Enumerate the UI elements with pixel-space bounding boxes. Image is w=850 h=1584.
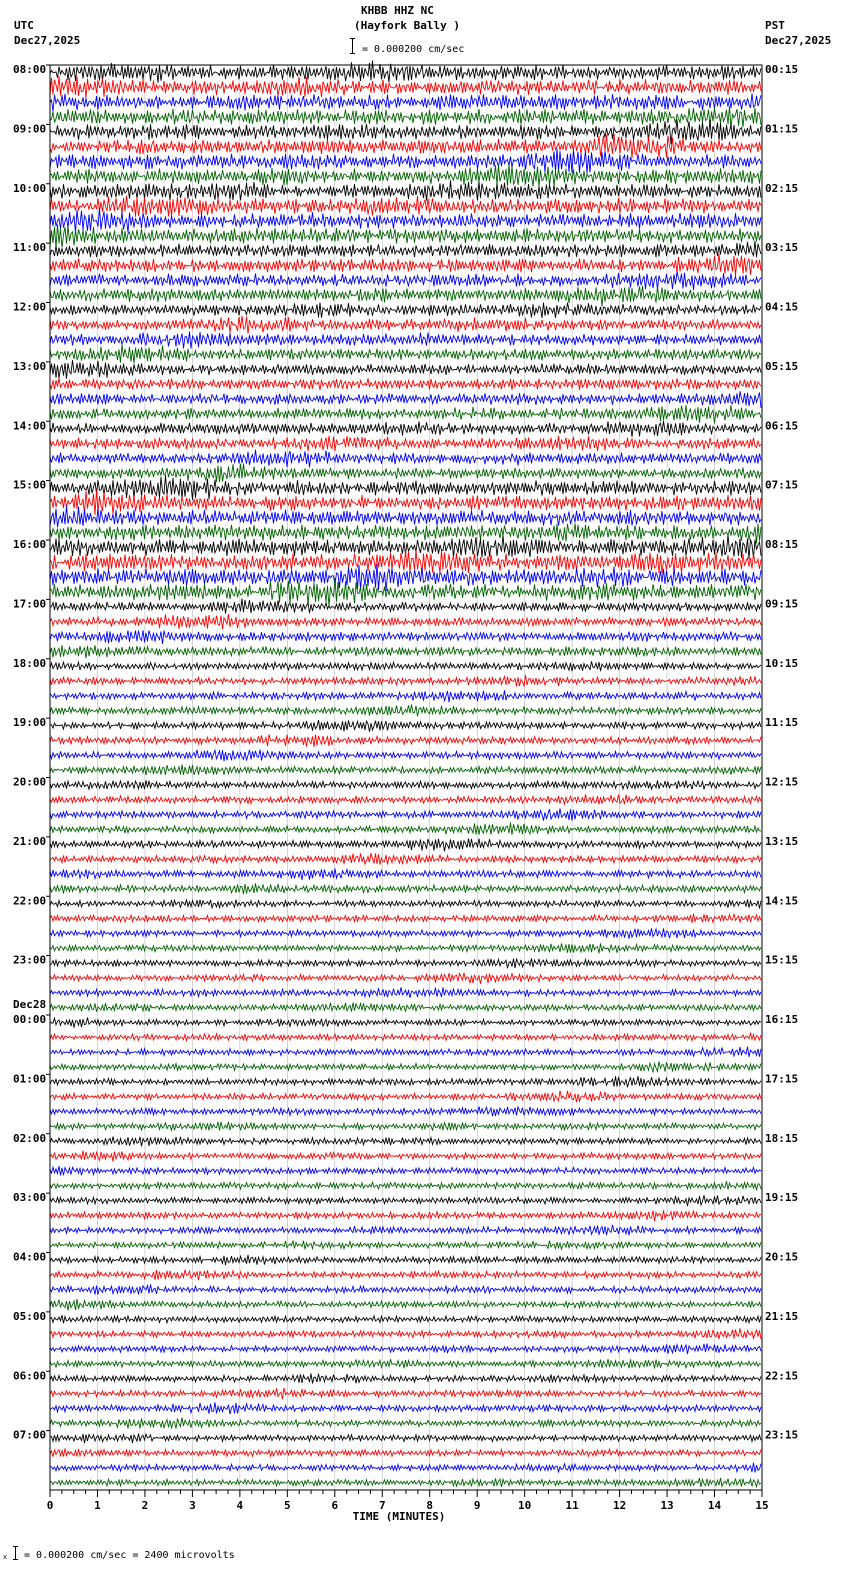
seismic-trace — [50, 1091, 761, 1103]
seismic-trace — [50, 1359, 761, 1368]
seismic-trace — [50, 224, 761, 248]
right-timezone: PST — [765, 19, 785, 32]
seismic-trace — [50, 1463, 761, 1473]
seismic-trace — [50, 1284, 761, 1294]
seismic-trace — [50, 405, 761, 423]
x-tick-label: 9 — [473, 1499, 481, 1512]
seismic-trace — [50, 1270, 761, 1281]
seismic-trace — [50, 928, 761, 938]
seismic-trace — [50, 795, 761, 805]
footer-scale-icon: x — [3, 1546, 19, 1562]
x-tick-label: 3 — [189, 1499, 196, 1512]
seismic-trace — [50, 1449, 761, 1457]
seismic-trace — [50, 868, 761, 880]
seismic-trace — [50, 1388, 761, 1400]
seismic-trace — [50, 1166, 761, 1175]
seismic-trace — [50, 661, 761, 671]
station-title: KHBB HHZ NC — [361, 4, 434, 17]
seismic-trace — [50, 839, 761, 852]
seismic-trace — [50, 119, 761, 144]
seismic-trace — [50, 475, 761, 500]
seismic-trace — [50, 1344, 761, 1354]
seismic-trace — [50, 614, 761, 629]
left-hour-label: 08:00 — [13, 63, 47, 76]
right-hour-label: 15:15 — [765, 953, 799, 967]
left-hour-label: 04:00 — [13, 1250, 47, 1264]
right-hour-label: 23:15 — [765, 1428, 799, 1442]
seismic-trace — [50, 973, 761, 984]
seismic-trace — [50, 303, 761, 319]
seismic-trace — [50, 436, 761, 451]
right-date: Dec27,2025 — [765, 34, 832, 47]
seismic-trace — [50, 316, 761, 334]
seismic-trace — [50, 1122, 761, 1131]
trace-group — [50, 61, 761, 1488]
seismic-trace — [50, 286, 761, 307]
x-tick-label: 0 — [46, 1499, 54, 1512]
left-timezone: UTC — [14, 19, 34, 32]
right-hour-label: 10:15 — [765, 656, 799, 670]
left-hour-label: 00:00 — [13, 1013, 47, 1026]
seismic-trace — [50, 1047, 761, 1057]
seismic-trace — [50, 378, 761, 390]
seismic-trace — [50, 1299, 761, 1310]
seismic-trace — [50, 720, 761, 732]
right-hour-label: 19:15 — [765, 1191, 799, 1205]
seismic-trace — [50, 106, 761, 128]
seismic-trace — [50, 61, 761, 83]
x-axis-label: TIME (MINUTES) — [352, 1510, 446, 1523]
seismic-trace — [50, 914, 761, 923]
seismic-trace — [50, 1106, 761, 1116]
seismic-trace — [50, 1137, 761, 1147]
left-hour-label: 14:00 — [13, 419, 47, 433]
seismic-trace — [50, 254, 761, 276]
seismic-trace — [50, 1003, 761, 1012]
seismic-trace — [50, 421, 761, 437]
seismic-trace — [50, 899, 761, 908]
seismic-trace — [50, 164, 761, 187]
seismic-trace — [50, 675, 761, 686]
right-hour-label: 00:15 — [765, 63, 799, 76]
left-date: Dec27,2025 — [14, 34, 81, 47]
seismic-trace — [50, 1195, 761, 1206]
right-hour-label: 07:15 — [765, 478, 799, 492]
x-tick-label: 4 — [236, 1499, 244, 1512]
seismic-trace — [50, 1255, 761, 1265]
seismic-trace — [50, 271, 761, 290]
left-hour-label: 06:00 — [13, 1369, 47, 1383]
left-hour-label: 20:00 — [13, 775, 47, 789]
station-location: (Hayfork Bally ) — [354, 19, 460, 32]
seismic-trace — [50, 690, 761, 702]
seismic-trace — [50, 1418, 761, 1429]
seismic-trace — [50, 1033, 761, 1041]
seismic-trace — [50, 1181, 761, 1190]
left-hour-label: 17:00 — [13, 597, 47, 611]
right-hour-label: 14:15 — [765, 894, 799, 908]
left-hour-label: 16:00 — [13, 538, 47, 551]
left-hour-label: 13:00 — [13, 359, 47, 373]
seismic-trace — [50, 823, 761, 835]
right-hour-label: 18:15 — [765, 1131, 799, 1145]
right-hour-label: 05:15 — [765, 359, 799, 373]
seismic-trace — [50, 1018, 761, 1028]
right-hour-label: 01:15 — [765, 122, 799, 136]
seismic-trace — [50, 463, 761, 482]
seismic-trace — [50, 208, 761, 233]
seismic-trace — [50, 360, 761, 379]
seismic-trace — [50, 704, 761, 716]
seismic-trace — [50, 645, 761, 658]
seismic-trace — [50, 1225, 761, 1235]
seismic-trace — [50, 1315, 761, 1323]
right-hour-label: 06:15 — [765, 419, 799, 433]
seismic-trace — [50, 1151, 761, 1162]
x-tick-label: 5 — [284, 1499, 291, 1512]
left-hour-label: 12:00 — [13, 300, 47, 314]
left-hour-label: 23:00 — [13, 953, 47, 967]
seismic-trace — [50, 808, 761, 820]
x-tick-label: 14 — [707, 1499, 722, 1512]
left-hour-label: 07:00 — [13, 1428, 47, 1442]
seismic-trace — [50, 149, 761, 173]
right-hour-label: 13:15 — [765, 834, 799, 848]
x-tick-label: 8 — [426, 1499, 434, 1512]
left-hour-label: 05:00 — [13, 1309, 47, 1323]
seismic-trace — [50, 196, 761, 217]
left-hour-label: 02:00 — [13, 1131, 47, 1145]
x-tick-label: 12 — [612, 1499, 627, 1512]
seismic-trace — [50, 750, 761, 762]
left-hour-label: 09:00 — [13, 122, 47, 136]
seismic-trace — [50, 1076, 761, 1087]
left-hour-label: 10:00 — [13, 181, 47, 195]
right-hour-label: 08:15 — [765, 538, 799, 551]
x-tick-label: 11 — [565, 1499, 579, 1512]
seismic-trace — [50, 344, 761, 363]
x-tick-label: 1 — [94, 1499, 101, 1512]
right-hour-label: 09:15 — [765, 597, 799, 611]
seismic-trace — [50, 1478, 761, 1487]
right-hour-label: 03:15 — [765, 241, 799, 255]
seismic-trace — [50, 76, 761, 98]
right-hour-label: 16:15 — [765, 1013, 799, 1026]
right-hour-label: 22:15 — [765, 1369, 799, 1383]
left-hour-label: 19:00 — [13, 716, 47, 730]
seismic-trace — [50, 1434, 761, 1444]
seismic-trace — [50, 943, 761, 953]
seismic-trace — [50, 506, 761, 527]
date-change-label: Dec28 — [13, 998, 47, 1011]
left-hour-label: 03:00 — [13, 1191, 47, 1205]
left-hour-label: 21:00 — [13, 834, 47, 848]
right-hour-label: 17:15 — [765, 1072, 799, 1086]
seismic-trace — [50, 1241, 761, 1250]
seismic-trace — [50, 853, 761, 864]
seismic-trace — [50, 630, 761, 644]
left-hour-label: 22:00 — [13, 894, 47, 908]
right-hour-label: 20:15 — [765, 1250, 799, 1264]
seismic-trace — [50, 332, 761, 349]
seismic-trace — [50, 987, 761, 998]
left-hour-label: 18:00 — [13, 656, 47, 670]
seismic-trace — [50, 958, 761, 968]
seismic-trace — [50, 1210, 761, 1221]
seismic-trace — [50, 241, 761, 257]
left-hour-label: 01:00 — [13, 1072, 47, 1086]
left-hour-label: 15:00 — [13, 478, 47, 492]
seismic-trace — [50, 391, 761, 408]
x-tick-label: 13 — [660, 1499, 674, 1512]
seismic-trace — [50, 180, 761, 201]
x-tick-label: 6 — [331, 1499, 339, 1512]
seismic-trace — [50, 1328, 761, 1339]
x-tick-label: 15 — [755, 1499, 769, 1512]
right-hour-label: 12:15 — [765, 775, 799, 789]
right-hour-label: 02:15 — [765, 181, 799, 195]
seismic-trace — [50, 599, 761, 614]
seismic-trace — [50, 1402, 761, 1414]
x-tick-label: 7 — [378, 1499, 386, 1512]
seismic-trace — [50, 550, 761, 574]
x-tick-label: 10 — [518, 1499, 532, 1512]
right-hour-label: 21:15 — [765, 1309, 799, 1323]
seismic-trace — [50, 735, 761, 747]
left-hour-label: 11:00 — [13, 241, 47, 255]
seismic-trace — [50, 93, 761, 111]
seismic-trace — [50, 780, 761, 789]
right-hour-label: 04:15 — [765, 300, 799, 314]
seismic-trace — [50, 1373, 761, 1383]
footer-scale-note: = 0.000200 cm/sec = 2400 microvolts — [24, 1550, 235, 1561]
seismic-trace — [50, 764, 761, 775]
right-hour-label: 11:15 — [765, 716, 799, 730]
seismic-trace — [50, 883, 761, 894]
seismic-trace — [50, 450, 761, 468]
seismic-trace — [50, 1061, 761, 1071]
scale-text: = 0.000200 cm/sec — [362, 44, 465, 55]
seismic-trace — [50, 523, 761, 543]
x-tick-label: 2 — [141, 1499, 149, 1512]
